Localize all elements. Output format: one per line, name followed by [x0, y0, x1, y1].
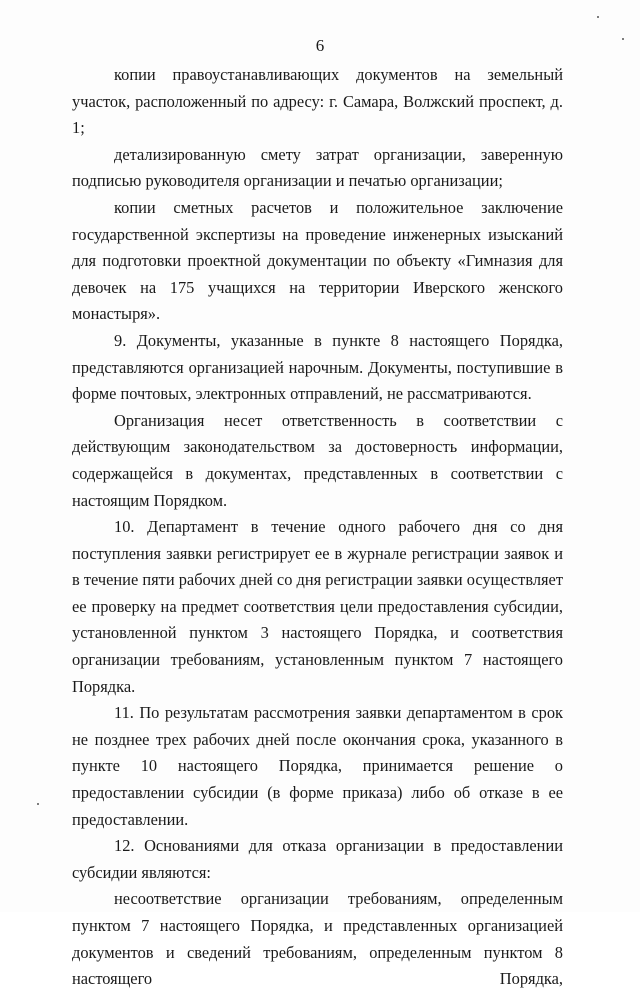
paragraph-cost-estimate: детализированную смету затрат организации, заверенную подписью руководителя организации и печатью организации; — [72, 144, 563, 191]
scan-speck — [597, 16, 599, 18]
document-body — [72, 62, 563, 993]
paragraph-item-11: 11. По результатам рассмотрения заявки департаментом в срок не позднее трех рабочих дней после окончания срока, указанного в пункте 10 настоящего Порядка, принимается решение о предоставлении субсидии (в форме приказа) либо об отказе в ее предоставлении. — [72, 703, 563, 829]
paragraph-item-9: 9. Документы, указанные в пункте 8 настоящего Порядка, представляются организацией нарочным. Документы, поступившие в форме почтовых, электронных отправлений, не рассматриваются. — [72, 330, 563, 404]
paragraph-item-12: 12. Основаниями для отказа организации в предоставлении субсидии являются: — [72, 836, 563, 882]
scan-speck — [622, 38, 624, 40]
paragraph-responsibility: Организация несет ответственность в соответствии с действующим законодательством за достоверность информации, содержащейся в документах, представленных в соответствии с настоящим Порядком. — [72, 410, 563, 510]
paragraph-item-10: 10. Департамент в течение одного рабочего дня со дня поступления заявки регистрирует ее в журнале регистрации заявок и в течение пяти рабочих дней со дня регистрации заявки осуществляет ее проверку на предмет соответствия цели предоставления субсидии, установленной пунктом 3 настоящего Порядка, и соответствия организации требованиям, установленным пунктом 7 настоящего Порядка. — [72, 517, 563, 696]
paragraph-expert-review: копии сметных расчетов и положительное заключение государственной экспертизы на проведение инженерных изысканий для подготовки проектной документации по объекту «Гимназия для девочек на 175 учащихся на территории Иверского женского монастыря». — [72, 197, 563, 324]
scan-speck — [37, 803, 39, 805]
paragraph-noncompliance: несоответствие организации требованиям, определенным пунктом 7 настоящего Порядка, и представленных организацией документов и сведений требованиям, определенным пунктом 8 настоящего Порядка, — [72, 889, 563, 989]
page-number: 6 — [315, 36, 325, 55]
paragraph-land-documents: копии правоустанавливающих документов на земельный участок, расположенный по адресу: г. Самара, Волжский проспект, д. 1; — [72, 65, 563, 138]
